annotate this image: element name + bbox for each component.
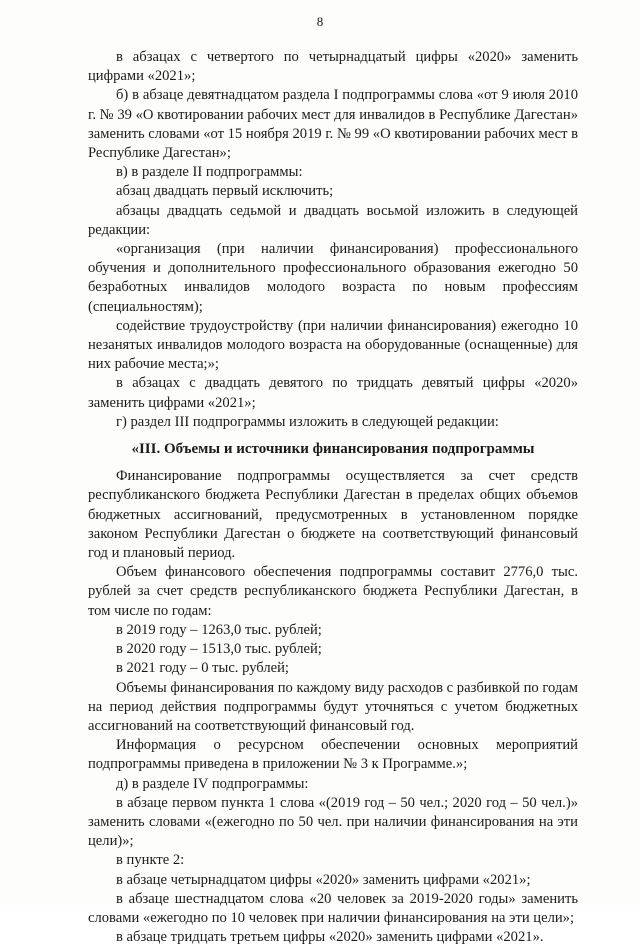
paragraph: в 2019 году – 1263,0 тыс. рублей; xyxy=(116,621,322,638)
paragraph: «организация (при наличии финансирования) профессионального обучения и дополнительного профессионального образования ежегодно 50 безработных инвалидов молодого возраста по новым профессиям (специальностям); xyxy=(88,241,578,315)
paragraph: Объем финансового обеспечения подпрограммы составит 2776,0 тыс. рублей за счет средств республиканского бюджета Республики Дагестан, в том числе по годам: xyxy=(88,564,578,619)
paragraph: содействие трудоустройству (при наличии финансирования) ежегодно 10 незанятых инвалидов молодого возраста на оборудованные (оснащенные) для них рабочие места;»; xyxy=(88,317,578,373)
paragraph: в абзацах с двадцать девятого по тридцать девятый цифры «2020» заменить цифрами «2021»; xyxy=(88,375,578,411)
paragraph: в абзаце шестнадцатом слова «20 человек за 2019-2020 годы» заменить словами «ежегодно по 10 человек при наличии финансирования на эти цели»; xyxy=(88,890,578,926)
paragraph: в абзацах с четвертого по четырнадцатый цифры «2020» заменить цифрами «2021»; xyxy=(88,49,578,85)
paragraph: в абзаце тридцать третьем цифры «2020» заменить цифрами «2021». xyxy=(116,929,544,946)
paragraph: в абзаце первом пункта 1 слова «(2019 год – 50 чел.; 2020 год – 50 чел.)» заменить словами «(ежегодно по 50 чел. при наличии финансирования на эти цели)»; xyxy=(88,794,578,850)
paragraph: в пункте 2: xyxy=(116,852,185,869)
paragraph: г) раздел III подпрограммы изложить в следующей редакции: xyxy=(116,413,499,430)
document-body xyxy=(88,48,578,947)
paragraph: д) в разделе IV подпрограммы: xyxy=(116,775,309,792)
paragraph: Информация о ресурсном обеспечении основных мероприятий подпрограммы приведена в приложении № 3 к Программе.»; xyxy=(88,737,578,773)
paragraph: абзацы двадцать седьмой и двадцать восьмой изложить в следующей редакции: xyxy=(88,202,578,238)
paragraph: Финансирование подпрограммы осуществляется за счет средств республиканского бюджета Республики Дагестан в пределах общих объемов бюджетных ассигнований, предусмотренных в установленном порядке законом Республики Дагестан о бюджете на соответствующий финансовый год и плановый период. xyxy=(88,468,578,562)
paragraph: в абзаце четырнадцатом цифры «2020» заменить цифрами «2021»; xyxy=(116,871,531,888)
paragraph: в 2020 году – 1513,0 тыс. рублей; xyxy=(116,641,322,658)
paragraph: абзац двадцать первый исключить; xyxy=(116,183,334,200)
paragraph: в 2021 году – 0 тыс. рублей; xyxy=(116,660,289,677)
paragraph: б) в абзаце девятнадцатом раздела I подпрограммы слова «от 9 июля 2010 г. № 39 «О квотировании рабочих мест для инвалидов в Республике Дагестан» заменить словами «от 15 ноября 2019 г. № 99 «О квотировании рабочих мест в Республике Дагестан»; xyxy=(88,87,578,162)
section-heading: «III. Объемы и источники финансирования подпрограммы xyxy=(131,441,535,458)
paragraph: Объемы финансирования по каждому виду расходов с разбивкой по годам на период действия подпрограммы будут уточняться с учетом бюджетных ассигнований на соответствующий финансовый год. xyxy=(88,679,578,734)
page-number: 8 xyxy=(316,14,324,29)
paragraph: в) в разделе II подпрограммы: xyxy=(116,164,303,181)
